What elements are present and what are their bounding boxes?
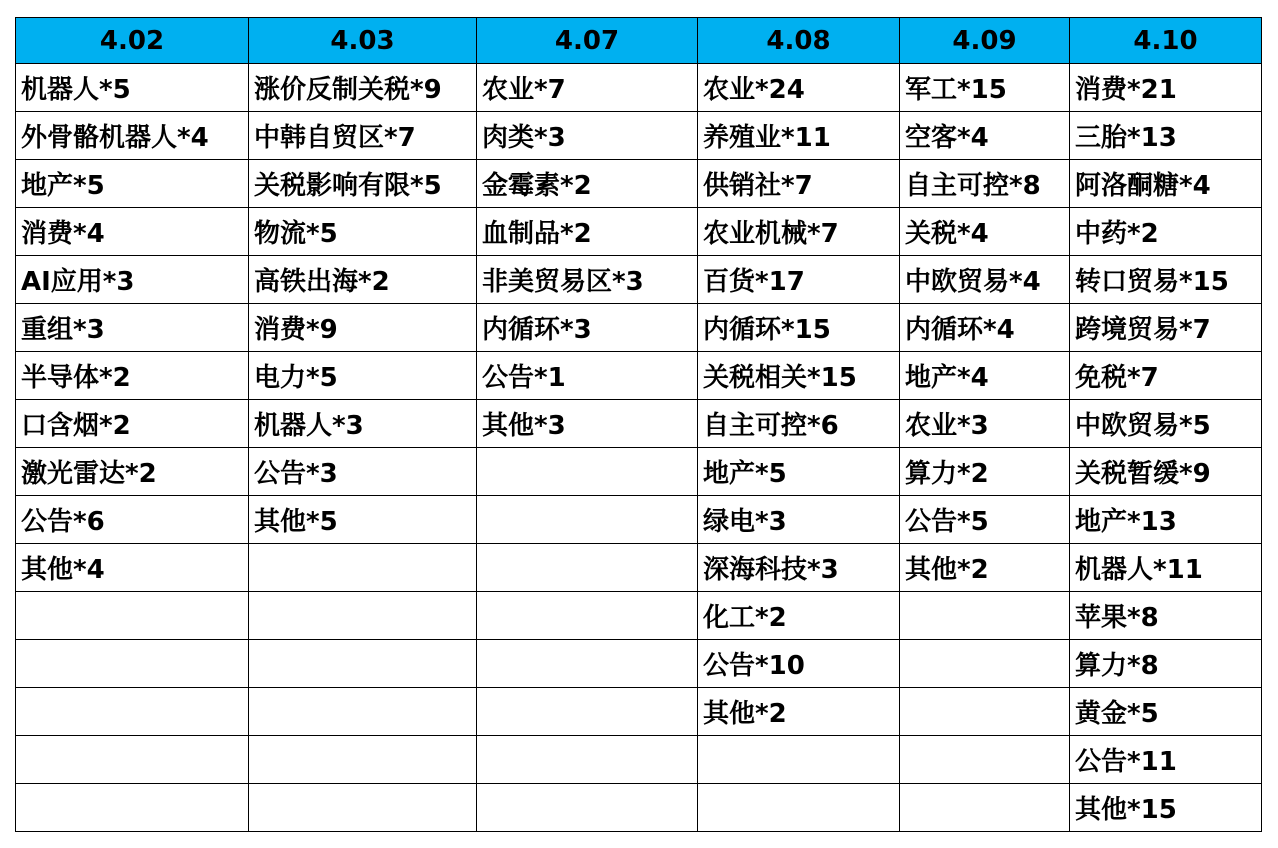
table-cell: 机器人*5 <box>16 64 249 112</box>
table-cell: 三胎*13 <box>1070 112 1262 160</box>
table-cell <box>16 688 249 736</box>
table-cell: 黄金*5 <box>1070 688 1262 736</box>
date-header-4-02: 4.02 <box>16 18 249 64</box>
table-row <box>16 208 1262 256</box>
table-row <box>16 640 1262 688</box>
header-row <box>16 18 1262 64</box>
table-cell <box>477 496 698 544</box>
table-cell: 消费*4 <box>16 208 249 256</box>
table-cell <box>477 448 698 496</box>
table-row <box>16 544 1262 592</box>
table-cell: 公告*5 <box>900 496 1070 544</box>
table-cell <box>477 688 698 736</box>
table-cell: 跨境贸易*7 <box>1070 304 1262 352</box>
table-row <box>16 352 1262 400</box>
table-cell: 关税暂缓*9 <box>1070 448 1262 496</box>
table-cell: 绿电*3 <box>698 496 900 544</box>
table-cell <box>249 592 477 640</box>
table-cell: 农业*7 <box>477 64 698 112</box>
table-cell: 地产*5 <box>16 160 249 208</box>
table-cell: 金霉素*2 <box>477 160 698 208</box>
table-cell <box>900 784 1070 832</box>
table-cell <box>477 736 698 784</box>
table-row <box>16 688 1262 736</box>
table-cell: 供销社*7 <box>698 160 900 208</box>
table-cell: 地产*13 <box>1070 496 1262 544</box>
table-cell: 阿洛酮糖*4 <box>1070 160 1262 208</box>
table-cell: 消费*9 <box>249 304 477 352</box>
table-row <box>16 496 1262 544</box>
table-cell <box>698 784 900 832</box>
table-cell: 自主可控*8 <box>900 160 1070 208</box>
table-cell: AI应用*3 <box>16 256 249 304</box>
table-cell <box>249 736 477 784</box>
table-cell <box>16 592 249 640</box>
table-cell <box>477 592 698 640</box>
table-cell: 空客*4 <box>900 112 1070 160</box>
table-cell: 转口贸易*15 <box>1070 256 1262 304</box>
table-cell: 公告*10 <box>698 640 900 688</box>
table-cell: 关税影响有限*5 <box>249 160 477 208</box>
table-cell: 高铁出海*2 <box>249 256 477 304</box>
table-cell: 养殖业*11 <box>698 112 900 160</box>
table-cell: 其他*4 <box>16 544 249 592</box>
table-row <box>16 256 1262 304</box>
table-cell: 自主可控*6 <box>698 400 900 448</box>
date-header-4-09: 4.09 <box>900 18 1070 64</box>
table-cell <box>900 640 1070 688</box>
table-row <box>16 448 1262 496</box>
table-cell: 其他*2 <box>900 544 1070 592</box>
table-cell <box>900 688 1070 736</box>
table-cell: 中欧贸易*5 <box>1070 400 1262 448</box>
table-row <box>16 400 1262 448</box>
table-cell: 口含烟*2 <box>16 400 249 448</box>
date-header-4-07: 4.07 <box>477 18 698 64</box>
table-cell: 涨价反制关税*9 <box>249 64 477 112</box>
table-cell: 机器人*11 <box>1070 544 1262 592</box>
table-cell: 半导体*2 <box>16 352 249 400</box>
table-body <box>16 64 1262 832</box>
table-cell: 深海科技*3 <box>698 544 900 592</box>
table-cell: 其他*2 <box>698 688 900 736</box>
table-cell: 地产*5 <box>698 448 900 496</box>
table-cell: 公告*1 <box>477 352 698 400</box>
table-cell <box>249 544 477 592</box>
table-cell <box>16 736 249 784</box>
table-row <box>16 784 1262 832</box>
table-cell: 机器人*3 <box>249 400 477 448</box>
table-cell: 电力*5 <box>249 352 477 400</box>
table-cell: 重组*3 <box>16 304 249 352</box>
table-cell: 百货*17 <box>698 256 900 304</box>
table-cell: 血制品*2 <box>477 208 698 256</box>
table-cell <box>477 544 698 592</box>
table-cell <box>900 736 1070 784</box>
table-cell: 地产*4 <box>900 352 1070 400</box>
table-row <box>16 112 1262 160</box>
table-cell: 消费*21 <box>1070 64 1262 112</box>
table-cell: 其他*15 <box>1070 784 1262 832</box>
table-cell: 公告*11 <box>1070 736 1262 784</box>
date-header-4-10: 4.10 <box>1070 18 1262 64</box>
table-row <box>16 304 1262 352</box>
table-cell <box>900 592 1070 640</box>
table-cell: 非美贸易区*3 <box>477 256 698 304</box>
table-cell: 农业机械*7 <box>698 208 900 256</box>
table-cell <box>477 784 698 832</box>
table-cell <box>698 736 900 784</box>
table-cell: 化工*2 <box>698 592 900 640</box>
table-cell <box>249 688 477 736</box>
table-cell: 激光雷达*2 <box>16 448 249 496</box>
theme-stats-table <box>15 17 1262 832</box>
table-cell: 其他*3 <box>477 400 698 448</box>
table-cell: 苹果*8 <box>1070 592 1262 640</box>
table-cell: 农业*24 <box>698 64 900 112</box>
table-cell <box>16 784 249 832</box>
table-cell <box>249 784 477 832</box>
table-cell <box>16 640 249 688</box>
table-row <box>16 64 1262 112</box>
table-header <box>16 18 1262 64</box>
table-cell: 关税*4 <box>900 208 1070 256</box>
date-header-4-08: 4.08 <box>698 18 900 64</box>
table-cell: 公告*3 <box>249 448 477 496</box>
table-cell: 免税*7 <box>1070 352 1262 400</box>
table-cell <box>477 640 698 688</box>
table-cell: 外骨骼机器人*4 <box>16 112 249 160</box>
table-cell: 关税相关*15 <box>698 352 900 400</box>
table-cell: 中欧贸易*4 <box>900 256 1070 304</box>
table-cell: 内循环*3 <box>477 304 698 352</box>
table-cell: 物流*5 <box>249 208 477 256</box>
table-row <box>16 160 1262 208</box>
table-cell: 公告*6 <box>16 496 249 544</box>
table-cell: 算力*8 <box>1070 640 1262 688</box>
table-row <box>16 736 1262 784</box>
table-cell <box>249 640 477 688</box>
table-cell: 内循环*4 <box>900 304 1070 352</box>
table-cell: 肉类*3 <box>477 112 698 160</box>
table-cell: 中韩自贸区*7 <box>249 112 477 160</box>
table-cell: 中药*2 <box>1070 208 1262 256</box>
table-cell: 农业*3 <box>900 400 1070 448</box>
table-cell: 其他*5 <box>249 496 477 544</box>
table-cell: 军工*15 <box>900 64 1070 112</box>
table-cell: 算力*2 <box>900 448 1070 496</box>
table-cell: 内循环*15 <box>698 304 900 352</box>
date-header-4-03: 4.03 <box>249 18 477 64</box>
table-row <box>16 592 1262 640</box>
